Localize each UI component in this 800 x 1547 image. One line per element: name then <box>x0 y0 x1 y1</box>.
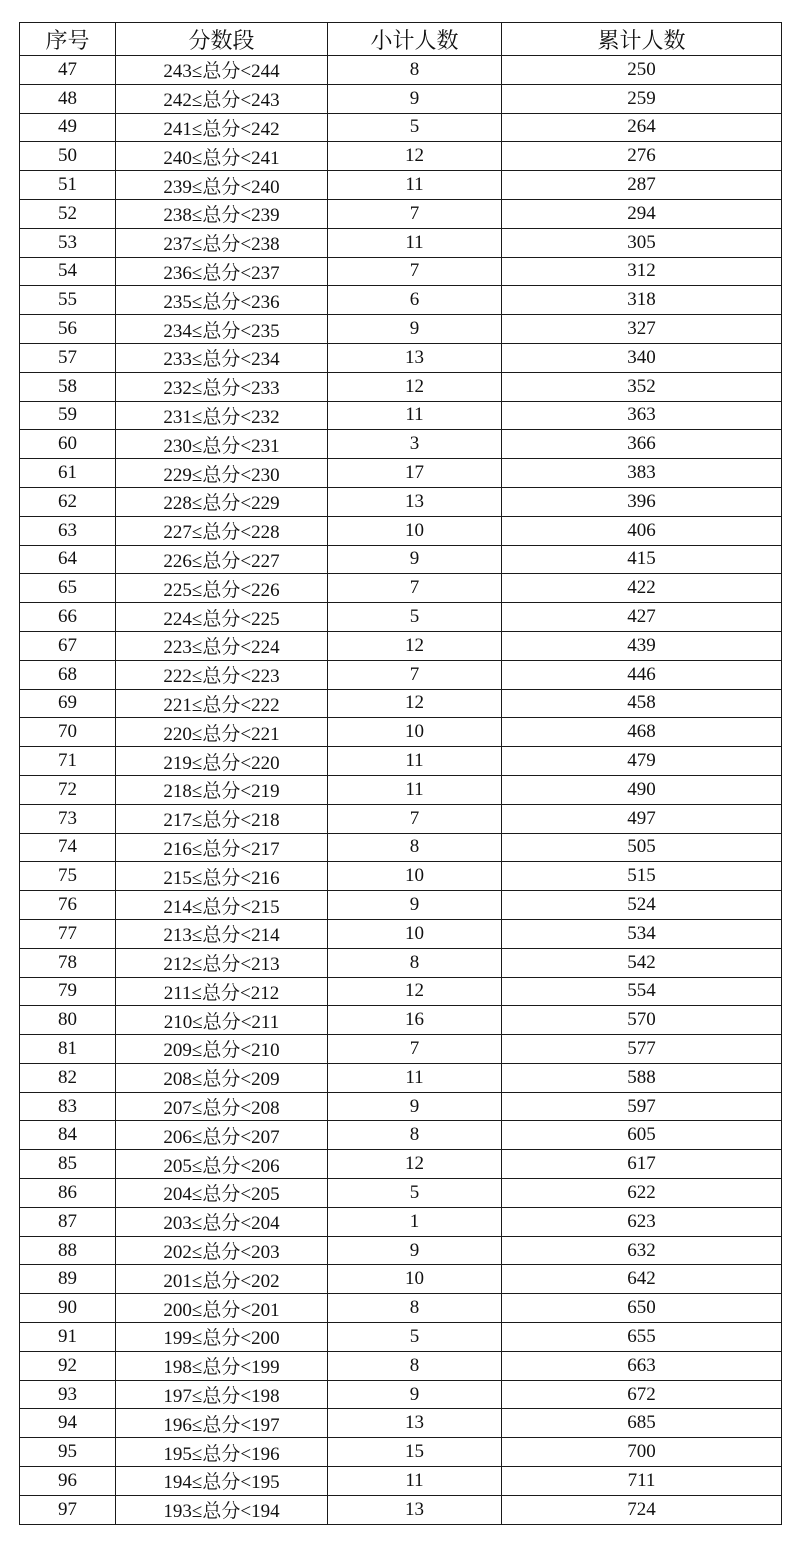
table-row <box>20 574 782 603</box>
cell-cumulative: 458 <box>502 689 782 718</box>
cell-subtotal: 5 <box>328 1323 502 1352</box>
cell-seq: 56 <box>20 315 116 344</box>
table-row <box>20 660 782 689</box>
cell-cumulative: 294 <box>502 199 782 228</box>
cell-cumulative: 340 <box>502 343 782 372</box>
cell-subtotal: 11 <box>328 775 502 804</box>
table-row <box>20 113 782 142</box>
table-row <box>20 343 782 372</box>
cell-seq: 67 <box>20 631 116 660</box>
cell-seq: 70 <box>20 718 116 747</box>
cell-subtotal: 10 <box>328 718 502 747</box>
cell-seq: 82 <box>20 1063 116 1092</box>
table-row <box>20 1150 782 1179</box>
cell-seq: 59 <box>20 401 116 430</box>
cell-score-range: 225≤总分<226 <box>116 574 328 603</box>
table-row <box>20 862 782 891</box>
cell-cumulative: 650 <box>502 1294 782 1323</box>
cell-subtotal: 3 <box>328 430 502 459</box>
cell-score-range: 227≤总分<228 <box>116 516 328 545</box>
table-row <box>20 459 782 488</box>
cell-subtotal: 9 <box>328 1092 502 1121</box>
cell-subtotal: 8 <box>328 1121 502 1150</box>
cell-score-range: 224≤总分<225 <box>116 603 328 632</box>
cell-seq: 47 <box>20 56 116 85</box>
cell-cumulative: 468 <box>502 718 782 747</box>
cell-subtotal: 5 <box>328 113 502 142</box>
cell-score-range: 197≤总分<198 <box>116 1380 328 1409</box>
header-seq: 序号 <box>20 23 116 56</box>
cell-seq: 96 <box>20 1467 116 1496</box>
table-body <box>20 56 782 1525</box>
cell-subtotal: 9 <box>328 545 502 574</box>
table-row <box>20 1092 782 1121</box>
cell-cumulative: 305 <box>502 228 782 257</box>
cell-score-range: 210≤总分<211 <box>116 1006 328 1035</box>
table-row <box>20 747 782 776</box>
cell-seq: 66 <box>20 603 116 632</box>
cell-seq: 74 <box>20 833 116 862</box>
cell-score-range: 200≤总分<201 <box>116 1294 328 1323</box>
cell-score-range: 204≤总分<205 <box>116 1179 328 1208</box>
cell-subtotal: 9 <box>328 891 502 920</box>
table-row <box>20 228 782 257</box>
cell-score-range: 234≤总分<235 <box>116 315 328 344</box>
cell-cumulative: 422 <box>502 574 782 603</box>
cell-seq: 52 <box>20 199 116 228</box>
table-row <box>20 804 782 833</box>
cell-seq: 55 <box>20 286 116 315</box>
cell-seq: 76 <box>20 891 116 920</box>
cell-seq: 60 <box>20 430 116 459</box>
cell-seq: 51 <box>20 171 116 200</box>
cell-cumulative: 259 <box>502 84 782 113</box>
cell-subtotal: 13 <box>328 1409 502 1438</box>
cell-seq: 62 <box>20 487 116 516</box>
table-row <box>20 1351 782 1380</box>
cell-cumulative: 415 <box>502 545 782 574</box>
cell-subtotal: 8 <box>328 1351 502 1380</box>
cell-cumulative: 605 <box>502 1121 782 1150</box>
cell-cumulative: 577 <box>502 1035 782 1064</box>
cell-subtotal: 12 <box>328 142 502 171</box>
table-row <box>20 775 782 804</box>
cell-cumulative: 264 <box>502 113 782 142</box>
cell-score-range: 199≤总分<200 <box>116 1323 328 1352</box>
cell-cumulative: 396 <box>502 487 782 516</box>
cell-cumulative: 406 <box>502 516 782 545</box>
cell-subtotal: 11 <box>328 1467 502 1496</box>
cell-seq: 61 <box>20 459 116 488</box>
cell-score-range: 218≤总分<219 <box>116 775 328 804</box>
cell-cumulative: 663 <box>502 1351 782 1380</box>
cell-score-range: 193≤总分<194 <box>116 1495 328 1524</box>
cell-subtotal: 9 <box>328 1236 502 1265</box>
cell-seq: 71 <box>20 747 116 776</box>
cell-score-range: 205≤总分<206 <box>116 1150 328 1179</box>
cell-seq: 81 <box>20 1035 116 1064</box>
table-row <box>20 199 782 228</box>
cell-subtotal: 12 <box>328 689 502 718</box>
cell-seq: 77 <box>20 919 116 948</box>
table-row <box>20 1380 782 1409</box>
cell-cumulative: 534 <box>502 919 782 948</box>
cell-cumulative: 383 <box>502 459 782 488</box>
cell-subtotal: 7 <box>328 574 502 603</box>
cell-subtotal: 11 <box>328 747 502 776</box>
cell-subtotal: 1 <box>328 1207 502 1236</box>
table-row <box>20 372 782 401</box>
cell-score-range: 221≤总分<222 <box>116 689 328 718</box>
table-row <box>20 487 782 516</box>
table-row <box>20 430 782 459</box>
table-row <box>20 1467 782 1496</box>
cell-score-range: 242≤总分<243 <box>116 84 328 113</box>
cell-subtotal: 12 <box>328 372 502 401</box>
cell-cumulative: 287 <box>502 171 782 200</box>
cell-score-range: 241≤总分<242 <box>116 113 328 142</box>
header-subtotal: 小计人数 <box>328 23 502 56</box>
cell-subtotal: 10 <box>328 862 502 891</box>
cell-seq: 48 <box>20 84 116 113</box>
table-row <box>20 286 782 315</box>
cell-subtotal: 11 <box>328 1063 502 1092</box>
cell-subtotal: 5 <box>328 603 502 632</box>
cell-cumulative: 479 <box>502 747 782 776</box>
cell-cumulative: 497 <box>502 804 782 833</box>
cell-subtotal: 10 <box>328 1265 502 1294</box>
cell-seq: 75 <box>20 862 116 891</box>
cell-cumulative: 711 <box>502 1467 782 1496</box>
table-row <box>20 1438 782 1467</box>
cell-score-range: 216≤总分<217 <box>116 833 328 862</box>
table-row <box>20 1495 782 1524</box>
cell-cumulative: 554 <box>502 977 782 1006</box>
cell-score-range: 194≤总分<195 <box>116 1467 328 1496</box>
cell-cumulative: 570 <box>502 1006 782 1035</box>
cell-cumulative: 505 <box>502 833 782 862</box>
cell-seq: 69 <box>20 689 116 718</box>
cell-cumulative: 700 <box>502 1438 782 1467</box>
cell-score-range: 208≤总分<209 <box>116 1063 328 1092</box>
cell-score-range: 202≤总分<203 <box>116 1236 328 1265</box>
cell-seq: 57 <box>20 343 116 372</box>
table-row <box>20 603 782 632</box>
cell-score-range: 213≤总分<214 <box>116 919 328 948</box>
cell-seq: 78 <box>20 948 116 977</box>
cell-cumulative: 597 <box>502 1092 782 1121</box>
cell-cumulative: 446 <box>502 660 782 689</box>
cell-score-range: 243≤总分<244 <box>116 56 328 85</box>
cell-seq: 90 <box>20 1294 116 1323</box>
table-row <box>20 948 782 977</box>
cell-seq: 83 <box>20 1092 116 1121</box>
cell-cumulative: 276 <box>502 142 782 171</box>
cell-score-range: 236≤总分<237 <box>116 257 328 286</box>
cell-score-range: 239≤总分<240 <box>116 171 328 200</box>
cell-score-range: 201≤总分<202 <box>116 1265 328 1294</box>
cell-score-range: 207≤总分<208 <box>116 1092 328 1121</box>
table-row <box>20 1409 782 1438</box>
table-row <box>20 977 782 1006</box>
cell-seq: 73 <box>20 804 116 833</box>
cell-cumulative: 685 <box>502 1409 782 1438</box>
cell-subtotal: 9 <box>328 315 502 344</box>
table-row <box>20 1121 782 1150</box>
cell-score-range: 212≤总分<213 <box>116 948 328 977</box>
cell-cumulative: 724 <box>502 1495 782 1524</box>
cell-subtotal: 11 <box>328 228 502 257</box>
cell-cumulative: 366 <box>502 430 782 459</box>
table-row <box>20 545 782 574</box>
cell-score-range: 229≤总分<230 <box>116 459 328 488</box>
cell-cumulative: 588 <box>502 1063 782 1092</box>
header-cumulative: 累计人数 <box>502 23 782 56</box>
cell-subtotal: 7 <box>328 804 502 833</box>
cell-seq: 53 <box>20 228 116 257</box>
table-row <box>20 1179 782 1208</box>
cell-subtotal: 15 <box>328 1438 502 1467</box>
table-row <box>20 171 782 200</box>
table-row <box>20 1207 782 1236</box>
table-row <box>20 833 782 862</box>
cell-cumulative: 250 <box>502 56 782 85</box>
cell-subtotal: 13 <box>328 487 502 516</box>
table-row <box>20 1265 782 1294</box>
table-row <box>20 718 782 747</box>
cell-score-range: 219≤总分<220 <box>116 747 328 776</box>
cell-cumulative: 524 <box>502 891 782 920</box>
cell-subtotal: 9 <box>328 84 502 113</box>
cell-cumulative: 672 <box>502 1380 782 1409</box>
table-row <box>20 401 782 430</box>
table-row <box>20 1035 782 1064</box>
cell-cumulative: 642 <box>502 1265 782 1294</box>
cell-seq: 85 <box>20 1150 116 1179</box>
cell-subtotal: 17 <box>328 459 502 488</box>
cell-seq: 72 <box>20 775 116 804</box>
cell-seq: 95 <box>20 1438 116 1467</box>
table-row <box>20 142 782 171</box>
table-header <box>20 23 782 56</box>
table-row <box>20 1236 782 1265</box>
table-row <box>20 1294 782 1323</box>
cell-score-range: 222≤总分<223 <box>116 660 328 689</box>
cell-seq: 80 <box>20 1006 116 1035</box>
table-row <box>20 56 782 85</box>
cell-seq: 86 <box>20 1179 116 1208</box>
cell-score-range: 223≤总分<224 <box>116 631 328 660</box>
cell-seq: 84 <box>20 1121 116 1150</box>
cell-score-range: 196≤总分<197 <box>116 1409 328 1438</box>
cell-score-range: 211≤总分<212 <box>116 977 328 1006</box>
cell-cumulative: 327 <box>502 315 782 344</box>
table-row <box>20 631 782 660</box>
table-row <box>20 1323 782 1352</box>
cell-cumulative: 622 <box>502 1179 782 1208</box>
cell-score-range: 235≤总分<236 <box>116 286 328 315</box>
cell-score-range: 238≤总分<239 <box>116 199 328 228</box>
cell-subtotal: 5 <box>328 1179 502 1208</box>
cell-subtotal: 8 <box>328 833 502 862</box>
cell-subtotal: 11 <box>328 171 502 200</box>
header-row <box>20 23 782 56</box>
cell-seq: 63 <box>20 516 116 545</box>
table-row <box>20 689 782 718</box>
table-row <box>20 315 782 344</box>
cell-subtotal: 9 <box>328 1380 502 1409</box>
cell-score-range: 214≤总分<215 <box>116 891 328 920</box>
cell-score-range: 233≤总分<234 <box>116 343 328 372</box>
cell-subtotal: 8 <box>328 948 502 977</box>
cell-score-range: 195≤总分<196 <box>116 1438 328 1467</box>
cell-score-range: 237≤总分<238 <box>116 228 328 257</box>
cell-cumulative: 617 <box>502 1150 782 1179</box>
cell-score-range: 215≤总分<216 <box>116 862 328 891</box>
cell-score-range: 232≤总分<233 <box>116 372 328 401</box>
cell-score-range: 198≤总分<199 <box>116 1351 328 1380</box>
cell-score-range: 240≤总分<241 <box>116 142 328 171</box>
cell-subtotal: 11 <box>328 401 502 430</box>
cell-seq: 65 <box>20 574 116 603</box>
cell-subtotal: 12 <box>328 1150 502 1179</box>
cell-cumulative: 352 <box>502 372 782 401</box>
cell-seq: 87 <box>20 1207 116 1236</box>
cell-subtotal: 7 <box>328 257 502 286</box>
table-row <box>20 1006 782 1035</box>
table-row <box>20 516 782 545</box>
cell-subtotal: 6 <box>328 286 502 315</box>
cell-seq: 92 <box>20 1351 116 1380</box>
cell-subtotal: 7 <box>328 1035 502 1064</box>
header-score-range: 分数段 <box>116 23 328 56</box>
cell-seq: 50 <box>20 142 116 171</box>
cell-subtotal: 13 <box>328 1495 502 1524</box>
table-row <box>20 919 782 948</box>
cell-seq: 93 <box>20 1380 116 1409</box>
cell-score-range: 206≤总分<207 <box>116 1121 328 1150</box>
cell-cumulative: 655 <box>502 1323 782 1352</box>
cell-score-range: 231≤总分<232 <box>116 401 328 430</box>
table-row <box>20 1063 782 1092</box>
cell-subtotal: 12 <box>328 631 502 660</box>
cell-seq: 89 <box>20 1265 116 1294</box>
cell-cumulative: 623 <box>502 1207 782 1236</box>
cell-seq: 68 <box>20 660 116 689</box>
cell-score-range: 209≤总分<210 <box>116 1035 328 1064</box>
cell-cumulative: 439 <box>502 631 782 660</box>
cell-cumulative: 632 <box>502 1236 782 1265</box>
table-row <box>20 891 782 920</box>
cell-score-range: 230≤总分<231 <box>116 430 328 459</box>
cell-seq: 49 <box>20 113 116 142</box>
cell-cumulative: 490 <box>502 775 782 804</box>
cell-seq: 91 <box>20 1323 116 1352</box>
cell-cumulative: 312 <box>502 257 782 286</box>
cell-seq: 94 <box>20 1409 116 1438</box>
cell-subtotal: 10 <box>328 516 502 545</box>
cell-seq: 97 <box>20 1495 116 1524</box>
cell-score-range: 220≤总分<221 <box>116 718 328 747</box>
cell-subtotal: 13 <box>328 343 502 372</box>
table-row <box>20 257 782 286</box>
cell-seq: 64 <box>20 545 116 574</box>
cell-subtotal: 8 <box>328 56 502 85</box>
cell-score-range: 226≤总分<227 <box>116 545 328 574</box>
cell-subtotal: 7 <box>328 660 502 689</box>
cell-subtotal: 7 <box>328 199 502 228</box>
cell-cumulative: 542 <box>502 948 782 977</box>
table-row <box>20 84 782 113</box>
cell-score-range: 217≤总分<218 <box>116 804 328 833</box>
cell-seq: 54 <box>20 257 116 286</box>
cell-cumulative: 318 <box>502 286 782 315</box>
cell-cumulative: 515 <box>502 862 782 891</box>
cell-seq: 79 <box>20 977 116 1006</box>
cell-score-range: 228≤总分<229 <box>116 487 328 516</box>
cell-cumulative: 427 <box>502 603 782 632</box>
cell-subtotal: 12 <box>328 977 502 1006</box>
cell-seq: 88 <box>20 1236 116 1265</box>
cell-subtotal: 8 <box>328 1294 502 1323</box>
cell-subtotal: 10 <box>328 919 502 948</box>
cell-subtotal: 16 <box>328 1006 502 1035</box>
cell-cumulative: 363 <box>502 401 782 430</box>
cell-seq: 58 <box>20 372 116 401</box>
cell-score-range: 203≤总分<204 <box>116 1207 328 1236</box>
score-distribution-table <box>19 22 782 1525</box>
